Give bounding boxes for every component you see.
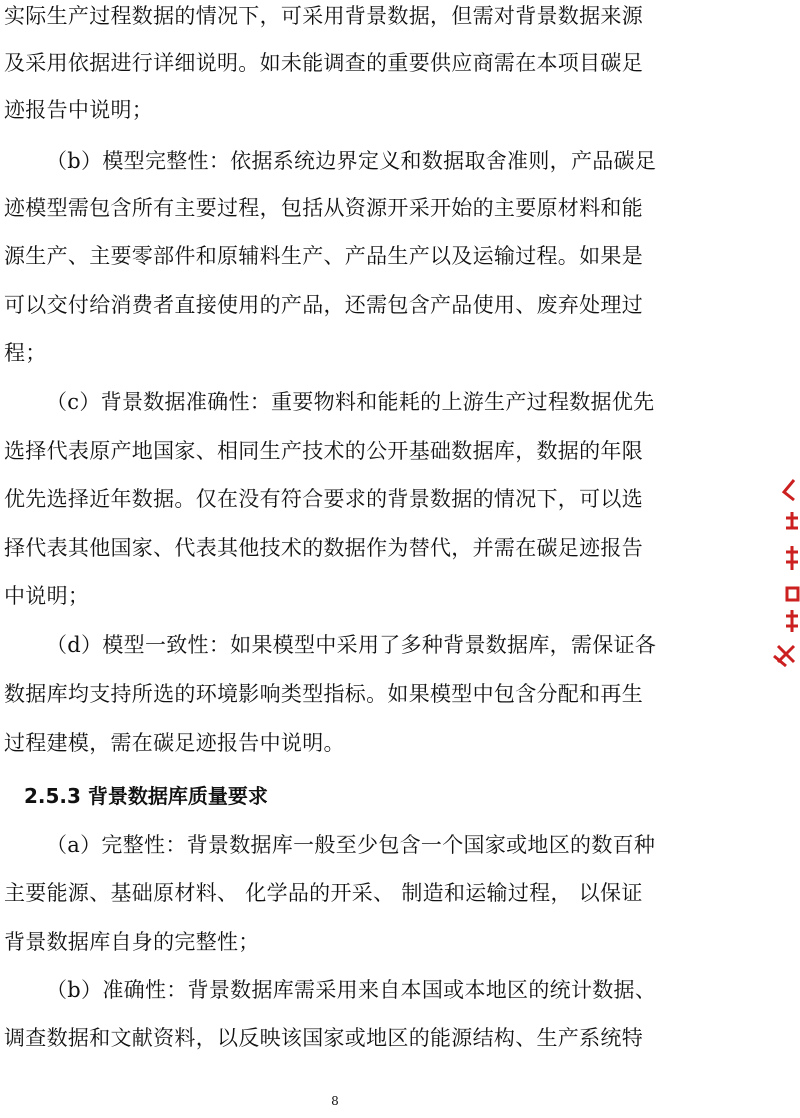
paragraph-line: 选择代表原产地国家、相同生产技术的公开基础数据库，数据的年限	[4, 439, 643, 463]
paragraph-line: 主要能源、基础原材料、 化学品的开采、 制造和运输过程， 以保证	[4, 881, 643, 905]
paragraph-line: （d）模型一致性：如果模型中采用了多种背景数据库，需保证各	[46, 633, 657, 657]
paragraph-line: 程；	[4, 341, 47, 365]
paragraph-line: 数据库均支持所选的环境影响类型指标。如果模型中包含分配和再生	[4, 682, 643, 706]
paragraph-line: 中说明；	[4, 584, 90, 608]
section-heading: 2.5.3 背景数据库质量要求	[24, 784, 268, 808]
paragraph-line: 过程建模，需在碳足迹报告中说明。	[4, 731, 345, 755]
paragraph-line: 实际生产过程数据的情况下，可采用背景数据，但需对背景数据来源	[4, 4, 643, 28]
paragraph-line: 择代表其他国家、代表其他技术的数据作为替代，并需在碳足迹报告	[4, 536, 643, 560]
paragraph-line: 背景数据库自身的完整性；	[4, 930, 260, 954]
paragraph-line: 可以交付给消费者直接使用的产品，还需包含产品使用、废弃处理过	[4, 293, 643, 317]
paragraph-line: 调查数据和文献资料，以反映该国家或地区的能源结构、生产系统特	[4, 1026, 643, 1050]
paragraph-line: （c）背景数据准确性：重要物料和能耗的上游生产过程数据优先	[46, 390, 655, 414]
paragraph-line: （b）准确性：背景数据库需采用来自本国或本地区的统计数据、	[46, 978, 657, 1002]
paragraph-line: 优先选择近年数据。仅在没有符合要求的背景数据的情况下，可以选	[4, 487, 643, 511]
paragraph-line: （a）完整性：背景数据库一般至少包含一个国家或地区的数百种	[46, 833, 656, 857]
paragraph-line: 源生产、主要零部件和原辅料生产、产品生产以及运输过程。如果是	[4, 244, 643, 268]
red-seal-stamp	[772, 470, 800, 670]
page-number: 8	[331, 1094, 339, 1108]
paragraph-line: （b）模型完整性：依据系统边界定义和数据取舍准则，产品碳足	[46, 149, 657, 173]
paragraph-line: 迹报告中说明；	[4, 98, 154, 122]
paragraph-line: 及采用依据进行详细说明。如未能调查的重要供应商需在本项目碳足	[4, 51, 643, 75]
paragraph-line: 迹模型需包含所有主要过程，包括从资源开采开始的主要原材料和能	[4, 196, 643, 220]
